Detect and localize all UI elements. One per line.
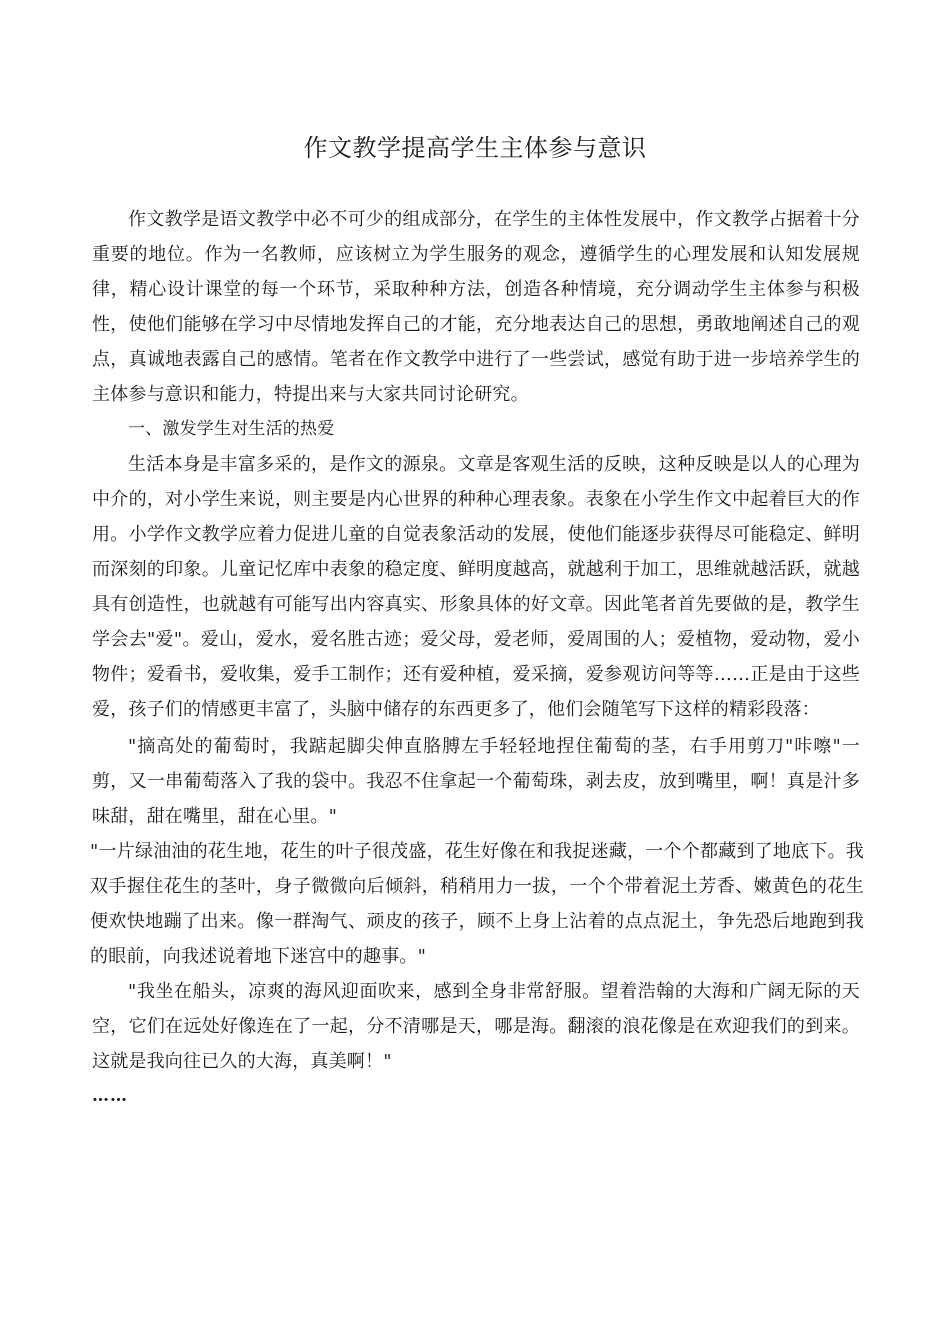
quote-paragraph-sea: "我坐在船头，凉爽的海风迎面吹来，感到全身非常舒服。望着浩翰的大海和广阔无际的天空，它们在远处好像连在了一起，分不清哪是天，哪是海。翻滚的浪花像是在欢迎我们的到来。这就是我向往已久的大海，真美啊！" <box>92 981 860 1072</box>
section-heading: 一、激发学生对生活的热爱 <box>128 419 335 439</box>
body-paragraph: 生活本身是丰富多采的，是作文的源泉。文章是客观生活的反映，这种反映是以人的心理为中介的，对小学生来说，则主要是内心世界的种种心理表象。表象在小学生作文中起着巨大的作用。小学作文教学应着力促进儿童的自觉表象活动的发展，使他们能逐步获得尽可能稳定、鲜明而深刻的印象。儿童记忆库中表象的稳定度、鲜明度越高，就越利于加工，思维就越活跃，就越具有创造性，也就越有可能写出内容真实、形象具体的好文章。因此笔者首先要做的是，教学生学会去"爱"。爱山，爱水，爱名胜古迹；爱父母，爱老师，爱周围的人；爱植物，爱动物，爱小物件；爱看书，爱收集，爱手工制作；还有爱种植，爱采摘，爱参观访问等等……正是由于这些爱，孩子们的情感更丰富了，头脑中储存的东西更多了，他们会随笔写下这样的精彩段落： <box>92 454 860 720</box>
document-body <box>90 202 864 1113</box>
ellipsis-line: …… <box>92 1086 128 1106</box>
quote-paragraph-peanuts: "一片绿油油的花生地，花生的叶子很茂盛，花生好像在和我捉迷藏，一个个都藏到了地底下。我双手握住花生的茎叶，身子微微向后倾斜，稍稍用力一拔，一个个带着泥土芳香、嫩黄色的花生便欢快地蹦了出来。像一群淘气、顽皮的孩子，顾不上身上沾着的点点泥土，争先恐后地跑到我的眼前，向我述说着地下迷宫中的趣事。" <box>90 841 864 967</box>
quote-paragraph-grapes: "摘高处的葡萄时，我踮起脚尖伸直胳膊左手轻轻地捏住葡萄的茎，右手用剪刀"咔嚓"一剪，又一串葡萄落入了我的袋中。我忍不住拿起一个葡萄珠，剥去皮，放到嘴里，啊！真是汁多味甜，甜在嘴里，甜在心里。" <box>92 736 860 827</box>
intro-paragraph: 作文教学是语文教学中必不可少的组成部分，在学生的主体性发展中，作文教学占据着十分重要的地位。作为一名教师，应该树立为学生服务的观念，遵循学生的心理发展和认知发展规律，精心设计课堂的每一个环节，采取种种方法，创造各种情境，充分调动学生主体参与积极性，使他们能够在学习中尽情地发挥自己的才能，充分地表达自己的思想，勇敢地阐述自己的观点，真诚地表露自己的感情。笔者在作文教学中进行了一些尝试，感觉有助于进一步培养学生的主体参与意识和能力，特提出来与大家共同讨论研究。 <box>92 209 860 405</box>
document-title: 作文教学提高学生主体参与意识 <box>303 134 647 162</box>
